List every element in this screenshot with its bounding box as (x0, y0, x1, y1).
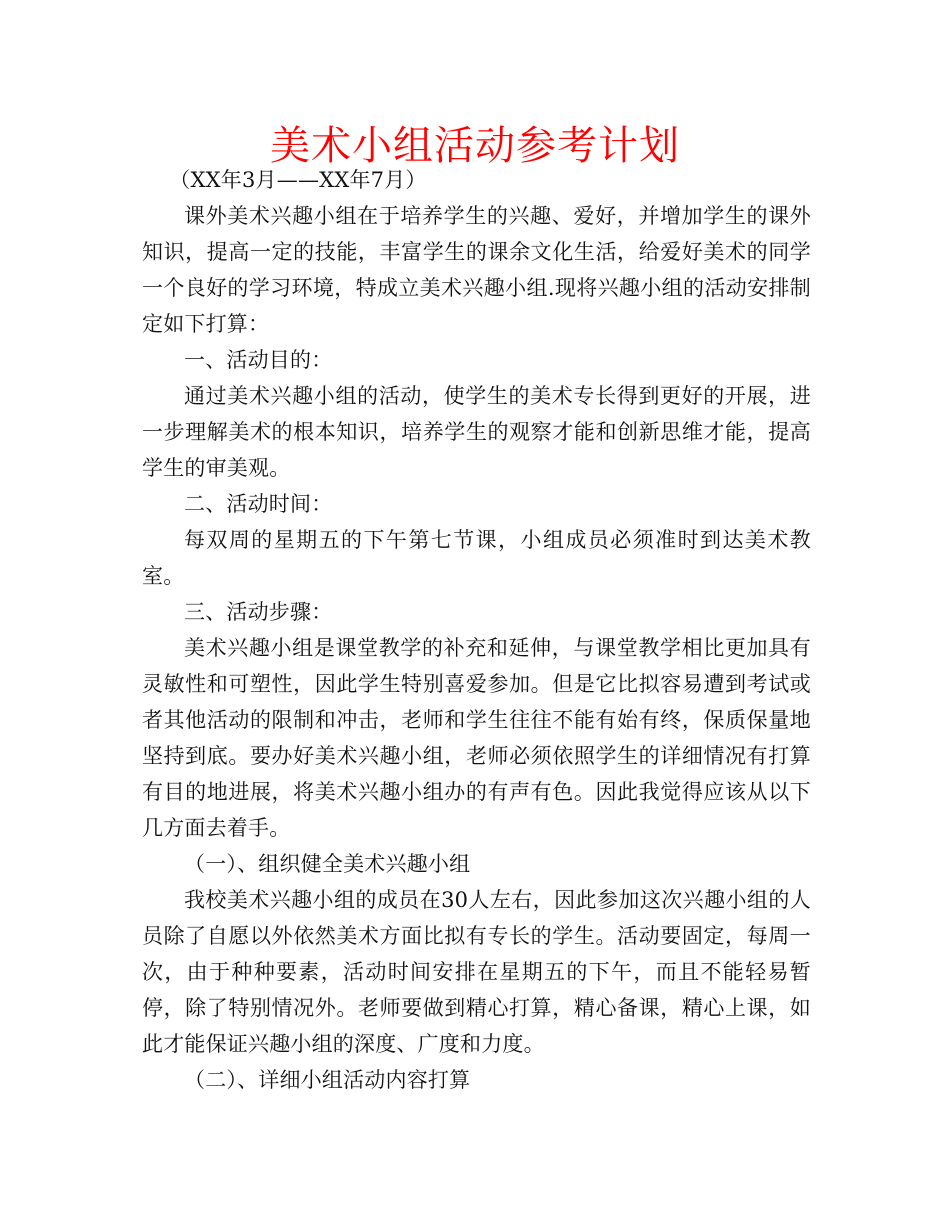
section-body-time: 每双周的星期五的下午第七节课，小组成员必须准时到达美术教室。 (142, 528, 811, 588)
section-heading-steps: 三、活动步骤： (184, 600, 333, 624)
subsection-heading-organize: （一）、组织健全美术兴趣小组 (184, 852, 471, 876)
document-body (142, 162, 811, 1098)
intro-paragraph: 课外美术兴趣小组在于培养学生的兴趣、爱好，并增加学生的课外知识，提高一定的技能，丰富学生的课余文化生活，给爱好美术的同学一个良好的学习环境，特成立美术兴趣小组.现将兴趣小组的活动安排制定如下打算： (142, 204, 811, 336)
document-title: 美术小组活动参考计划 (270, 123, 680, 169)
subsection-heading-content-plan: （二）、详细小组活动内容打算 (184, 1068, 471, 1092)
date-range: （XX年3月——XX年7月） (169, 168, 427, 192)
section-body-purpose: 通过美术兴趣小组的活动，使学生的美术专长得到更好的开展，进一步理解美术的根本知识，培养学生的观察才能和创新思维才能，提高学生的审美观。 (142, 384, 811, 480)
subsection-body-organize: 我校美术兴趣小组的成员在30人左右，因此参加这次兴趣小组的人员除了自愿以外依然美术方面比拟有专长的学生。活动要固定，每周一次，由于种种要素，活动时间安排在星期五的下午，而且不能轻易暂停，除了特别情况外。老师要做到精心打算，精心备课，精心上课，如此才能保证兴趣小组的深度、广度和力度。 (142, 888, 811, 1056)
section-heading-time: 二、活动时间： (184, 492, 333, 516)
section-heading-purpose: 一、活动目的： (184, 348, 333, 372)
section-body-steps: 美术兴趣小组是课堂教学的补充和延伸，与课堂教学相比更加具有灵敏性和可塑性，因此学生特别喜爱参加。但是它比拟容易遭到考试或者其他活动的限制和冲击，老师和学生往往不能有始有终，保质保量地坚持到底。要办好美术兴趣小组，老师必须依照学生的详细情况有打算有目的地进展，将美术兴趣小组办的有声有色。因此我觉得应该从以下几方面去着手。 (142, 636, 811, 840)
